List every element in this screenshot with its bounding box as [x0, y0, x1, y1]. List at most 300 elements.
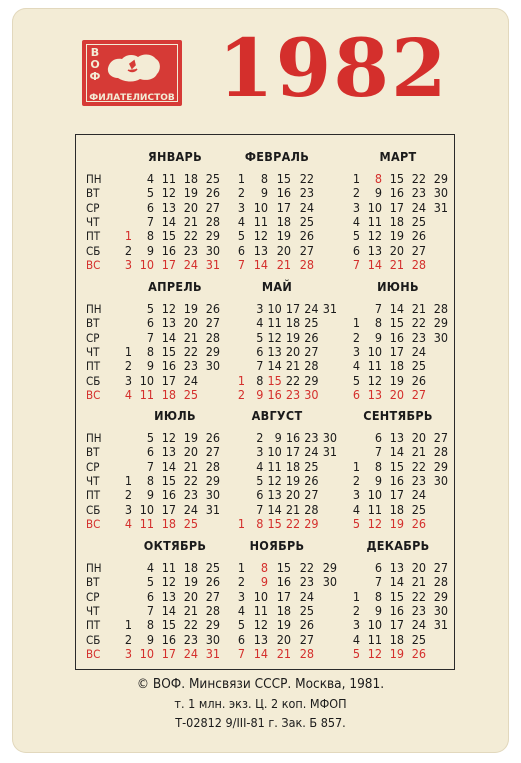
day-number: 29 [433, 588, 448, 604]
day-number: 14 [389, 301, 404, 316]
day-number: 4 [256, 315, 264, 331]
day-number: 12 [161, 430, 176, 445]
day-number: 16 [389, 329, 404, 345]
day-number: 15 [276, 560, 291, 575]
day-number: 15 [161, 617, 176, 633]
day-number: 9 [374, 472, 382, 488]
day-number: 28 [433, 301, 448, 316]
day-number: 30 [205, 242, 220, 258]
day-number: 8 [146, 617, 154, 633]
day-number: 10 [367, 487, 382, 503]
day-number: 1 [352, 458, 360, 474]
day-number: 1 [237, 515, 245, 531]
day-number: 17 [276, 588, 291, 604]
day-number: 5 [352, 372, 360, 388]
day-number: 4 [124, 386, 132, 402]
day-number: 11 [161, 560, 176, 575]
day-number: 17 [161, 501, 176, 517]
day-number: 28 [299, 645, 314, 661]
day-number: 2 [352, 185, 360, 201]
day-number: 15 [267, 515, 282, 531]
weekday-label: ВТ [86, 186, 100, 201]
day-number: 17 [285, 301, 301, 316]
calendar-year: 1982 [218, 21, 449, 115]
day-number: 22 [183, 228, 198, 244]
day-number: 7 [146, 458, 154, 474]
day-number: 6 [256, 343, 264, 359]
day-number: 25 [299, 602, 314, 618]
day-number: 1 [124, 228, 132, 244]
day-number: 12 [161, 574, 176, 590]
day-number: 12 [267, 472, 282, 488]
day-number: 27 [299, 242, 314, 258]
day-number: 5 [256, 472, 264, 488]
day-number: 21 [411, 574, 426, 590]
day-number: 1 [237, 171, 245, 186]
weekday-label: СБ [86, 632, 101, 647]
month-name: ОКТЯБРЬ [143, 538, 207, 553]
day-number: 15 [161, 228, 176, 244]
day-number: 31 [322, 301, 337, 316]
day-number: 25 [183, 515, 198, 531]
day-number: 26 [411, 372, 426, 388]
day-number: 23 [411, 185, 426, 201]
day-number: 24 [299, 588, 314, 604]
day-number: 31 [322, 444, 337, 460]
weekday-label: СР [86, 589, 100, 604]
day-number: 10 [367, 343, 382, 359]
day-number: 8 [260, 171, 268, 186]
day-number: 21 [285, 358, 301, 374]
vof-logo [82, 40, 182, 106]
day-number: 8 [374, 315, 382, 331]
day-number: 25 [411, 631, 426, 647]
day-number: 28 [304, 358, 319, 374]
day-number: 21 [183, 458, 198, 474]
day-number: 25 [205, 560, 220, 575]
day-number: 22 [411, 315, 426, 331]
day-number: 2 [256, 430, 264, 445]
logo-bottom-text: ФИЛАТЕЛИСТОВ [89, 93, 175, 103]
day-number: 26 [205, 574, 220, 590]
day-number: 26 [411, 645, 426, 661]
day-number: 8 [374, 171, 382, 186]
month-name: АВГУСТ [251, 408, 303, 423]
day-number: 5 [146, 574, 154, 590]
day-number: 7 [146, 602, 154, 618]
day-number: 4 [146, 560, 154, 575]
day-number: 12 [253, 617, 268, 633]
day-number: 29 [433, 315, 448, 331]
day-number: 5 [352, 228, 360, 244]
day-number: 24 [183, 645, 198, 661]
day-number: 24 [183, 501, 198, 517]
day-number: 13 [161, 444, 176, 460]
day-number: 23 [183, 487, 198, 503]
day-number: 28 [433, 444, 448, 460]
day-number: 23 [304, 430, 319, 445]
day-number: 21 [183, 213, 198, 229]
day-number: 13 [389, 430, 404, 445]
day-number: 16 [267, 386, 282, 402]
day-number: 25 [299, 213, 314, 229]
day-number: 12 [367, 228, 382, 244]
day-number: 22 [285, 515, 301, 531]
weekday-label: ВС [86, 257, 101, 272]
day-number: 15 [161, 472, 176, 488]
day-number: 26 [411, 228, 426, 244]
day-number: 30 [322, 574, 337, 590]
day-number: 23 [285, 386, 301, 402]
day-number: 29 [322, 560, 337, 575]
day-number: 7 [256, 501, 264, 517]
day-number: 18 [389, 358, 404, 374]
day-number: 31 [205, 501, 220, 517]
day-number: 20 [285, 343, 301, 359]
day-number: 15 [389, 458, 404, 474]
day-number: 23 [183, 358, 198, 374]
day-number: 24 [411, 487, 426, 503]
day-number: 9 [260, 185, 268, 201]
day-number: 10 [367, 199, 382, 215]
day-number: 22 [183, 472, 198, 488]
day-number: 12 [367, 645, 382, 661]
day-number: 10 [139, 501, 154, 517]
day-number: 25 [304, 315, 319, 331]
day-number: 19 [183, 301, 198, 316]
day-number: 1 [124, 472, 132, 488]
day-number: 27 [433, 430, 448, 445]
day-number: 24 [411, 199, 426, 215]
logo-top-text [88, 47, 102, 83]
day-number: 1 [352, 315, 360, 331]
day-number: 3 [352, 617, 360, 633]
day-number: 13 [367, 242, 382, 258]
day-number: 20 [411, 430, 426, 445]
day-number: 18 [389, 501, 404, 517]
day-number: 19 [285, 472, 301, 488]
day-number: 10 [267, 301, 282, 316]
weekday-label: ВТ [86, 445, 100, 460]
day-number: 23 [183, 631, 198, 647]
day-number: 12 [367, 515, 382, 531]
day-number: 20 [276, 242, 291, 258]
day-number: 20 [183, 588, 198, 604]
day-number: 19 [276, 617, 291, 633]
day-number: 11 [367, 358, 382, 374]
day-number: 8 [374, 458, 382, 474]
day-number: 27 [205, 444, 220, 460]
day-number: 11 [253, 213, 268, 229]
day-number: 23 [299, 185, 314, 201]
day-number: 4 [237, 213, 245, 229]
weekday-label: СР [86, 200, 100, 215]
day-number: 21 [411, 444, 426, 460]
day-number: 13 [367, 386, 382, 402]
day-number: 16 [161, 631, 176, 647]
day-number: 8 [146, 472, 154, 488]
day-number: 6 [146, 588, 154, 604]
day-number: 10 [367, 617, 382, 633]
logo-letter: В [90, 46, 100, 59]
day-number: 27 [433, 560, 448, 575]
day-number: 18 [389, 631, 404, 647]
day-number: 29 [205, 343, 220, 359]
weekday-label: ПН [86, 561, 102, 575]
day-number: 4 [352, 631, 360, 647]
day-number: 6 [374, 560, 382, 575]
day-number: 24 [183, 256, 198, 272]
day-number: 27 [205, 588, 220, 604]
day-number: 18 [285, 315, 301, 331]
day-number: 19 [183, 574, 198, 590]
day-number: 7 [352, 256, 360, 272]
day-number: 22 [411, 588, 426, 604]
day-number: 20 [183, 444, 198, 460]
day-number: 28 [411, 256, 426, 272]
day-number: 20 [389, 242, 404, 258]
day-number: 12 [161, 301, 176, 316]
day-number: 29 [433, 458, 448, 474]
day-number: 4 [256, 458, 264, 474]
day-number: 19 [285, 329, 301, 345]
weekday-label: ЧТ [86, 344, 100, 359]
weekday-label: ПН [86, 302, 102, 316]
weekday-label: СБ [86, 373, 101, 388]
day-number: 13 [267, 487, 282, 503]
day-number: 22 [285, 372, 301, 388]
day-number: 9 [374, 185, 382, 201]
day-number: 5 [146, 185, 154, 201]
day-number: 10 [253, 199, 268, 215]
day-number: 1 [124, 343, 132, 359]
day-number: 11 [267, 458, 282, 474]
day-number: 16 [389, 185, 404, 201]
day-number: 31 [433, 617, 448, 633]
day-number: 22 [411, 458, 426, 474]
day-number: 8 [146, 343, 154, 359]
day-number: 1 [124, 617, 132, 633]
day-number: 12 [367, 372, 382, 388]
day-number: 28 [205, 213, 220, 229]
day-number: 6 [237, 242, 245, 258]
weekday-label: СБ [86, 243, 101, 258]
day-number: 31 [205, 256, 220, 272]
day-number: 18 [389, 213, 404, 229]
day-number: 9 [146, 487, 154, 503]
day-number: 2 [237, 185, 245, 201]
day-number: 14 [161, 213, 176, 229]
month-name: МАРТ [379, 149, 417, 164]
day-number: 3 [237, 199, 245, 215]
day-number: 26 [304, 329, 319, 345]
day-number: 26 [205, 185, 220, 201]
day-number: 18 [161, 386, 176, 402]
weekday-label: ПТ [86, 488, 101, 503]
month-name: АПРЕЛЬ [148, 279, 202, 294]
weekday-label: ВС [86, 516, 101, 531]
day-number: 25 [411, 501, 426, 517]
day-number: 18 [183, 560, 198, 575]
ussr-map-icon [106, 50, 162, 86]
day-number: 14 [161, 458, 176, 474]
weekday-label: ПТ [86, 229, 101, 244]
day-number: 22 [299, 171, 314, 186]
day-number: 1 [237, 560, 245, 575]
month-name: ФЕВРАЛЬ [244, 149, 310, 164]
day-number: 25 [205, 171, 220, 186]
day-number: 28 [205, 329, 220, 345]
day-number: 21 [276, 256, 291, 272]
day-number: 7 [146, 213, 154, 229]
day-number: 8 [256, 515, 264, 531]
day-number: 3 [124, 372, 132, 388]
day-number: 6 [146, 444, 154, 460]
day-number: 5 [237, 617, 245, 633]
day-number: 14 [389, 444, 404, 460]
day-number: 2 [352, 329, 360, 345]
footer-order-number: Т-02812 9/III-81 г. Зак. Б 857. [175, 715, 346, 730]
day-number: 30 [304, 386, 319, 402]
day-number: 9 [274, 430, 282, 445]
day-number: 2 [237, 574, 245, 590]
footer-copyright: © ВОФ. Минсвязи СССР. Москва, 1981. [136, 676, 385, 692]
day-number: 27 [299, 631, 314, 647]
day-number: 24 [411, 617, 426, 633]
day-number: 16 [161, 358, 176, 374]
day-number: 8 [374, 588, 382, 604]
day-number: 13 [267, 343, 282, 359]
month-name: ДЕКАБРЬ [366, 538, 430, 553]
day-number: 13 [389, 560, 404, 575]
day-number: 10 [267, 444, 282, 460]
day-number: 7 [374, 301, 382, 316]
day-number: 4 [146, 171, 154, 186]
day-number: 5 [146, 301, 154, 316]
day-number: 23 [411, 602, 426, 618]
day-number: 9 [146, 631, 154, 647]
day-number: 3 [256, 301, 264, 316]
day-number: 9 [260, 574, 268, 590]
day-number: 10 [139, 256, 154, 272]
day-number: 15 [389, 171, 404, 186]
day-number: 28 [304, 501, 319, 517]
weekday-label: ЧТ [86, 473, 100, 488]
day-number: 6 [237, 631, 245, 647]
day-number: 13 [161, 588, 176, 604]
day-number: 2 [124, 358, 132, 374]
day-number: 11 [253, 602, 268, 618]
day-number: 16 [161, 242, 176, 258]
day-number: 21 [389, 256, 404, 272]
day-number: 1 [352, 171, 360, 186]
logo-letter: О [90, 58, 100, 71]
weekday-label: ПН [86, 172, 102, 186]
day-number: 21 [183, 329, 198, 345]
day-number: 30 [433, 602, 448, 618]
day-number: 27 [411, 386, 426, 402]
weekday-label: СР [86, 459, 100, 474]
day-number: 8 [256, 372, 264, 388]
day-number: 31 [205, 645, 220, 661]
day-number: 29 [304, 372, 319, 388]
day-number: 20 [183, 199, 198, 215]
month-name: МАЙ [261, 279, 293, 294]
day-number: 24 [304, 301, 319, 316]
day-number: 7 [146, 329, 154, 345]
day-number: 27 [205, 199, 220, 215]
day-number: 2 [237, 386, 245, 402]
day-number: 26 [299, 617, 314, 633]
day-number: 7 [374, 444, 382, 460]
day-number: 13 [253, 242, 268, 258]
day-number: 29 [205, 617, 220, 633]
day-number: 6 [146, 315, 154, 331]
day-number: 17 [389, 487, 404, 503]
day-number: 19 [389, 228, 404, 244]
month-name: СЕНТЯБРЬ [363, 408, 433, 423]
day-number: 20 [276, 631, 291, 647]
day-number: 29 [205, 228, 220, 244]
day-number: 20 [183, 315, 198, 331]
day-number: 17 [389, 617, 404, 633]
day-number: 24 [411, 343, 426, 359]
day-number: 12 [161, 185, 176, 201]
day-number: 6 [352, 242, 360, 258]
day-number: 28 [205, 458, 220, 474]
day-number: 18 [183, 171, 198, 186]
day-number: 17 [285, 444, 301, 460]
day-number: 21 [183, 602, 198, 618]
logo-letter: Ф [89, 70, 101, 83]
day-number: 11 [367, 213, 382, 229]
day-number: 15 [389, 588, 404, 604]
day-number: 14 [267, 501, 282, 517]
day-number: 22 [183, 343, 198, 359]
day-number: 17 [161, 372, 176, 388]
footer-print-run: т. 1 млн. экз. Ц. 2 коп. МФОП [174, 696, 347, 711]
day-number: 16 [285, 430, 301, 445]
day-number: 6 [352, 386, 360, 402]
day-number: 2 [124, 487, 132, 503]
day-number: 28 [299, 256, 314, 272]
day-number: 2 [352, 602, 360, 618]
day-number: 26 [411, 515, 426, 531]
day-number: 4 [352, 213, 360, 229]
day-number: 30 [322, 430, 337, 445]
month-name: ИЮЛЬ [154, 408, 196, 423]
day-number: 19 [276, 228, 291, 244]
day-number: 26 [205, 430, 220, 445]
day-number: 10 [253, 588, 268, 604]
day-number: 14 [367, 256, 382, 272]
day-number: 6 [256, 487, 264, 503]
day-number: 9 [146, 242, 154, 258]
day-number: 12 [267, 329, 282, 345]
month-name: НОЯБРЬ [249, 538, 305, 553]
day-number: 17 [276, 199, 291, 215]
day-number: 10 [139, 372, 154, 388]
month-name: ЯНВАРЬ [148, 149, 202, 164]
day-number: 11 [267, 315, 282, 331]
day-number: 14 [389, 574, 404, 590]
day-number: 24 [299, 199, 314, 215]
day-number: 6 [374, 430, 382, 445]
day-number: 13 [161, 315, 176, 331]
day-number: 4 [352, 358, 360, 374]
day-number: 25 [304, 458, 319, 474]
day-number: 6 [146, 199, 154, 215]
